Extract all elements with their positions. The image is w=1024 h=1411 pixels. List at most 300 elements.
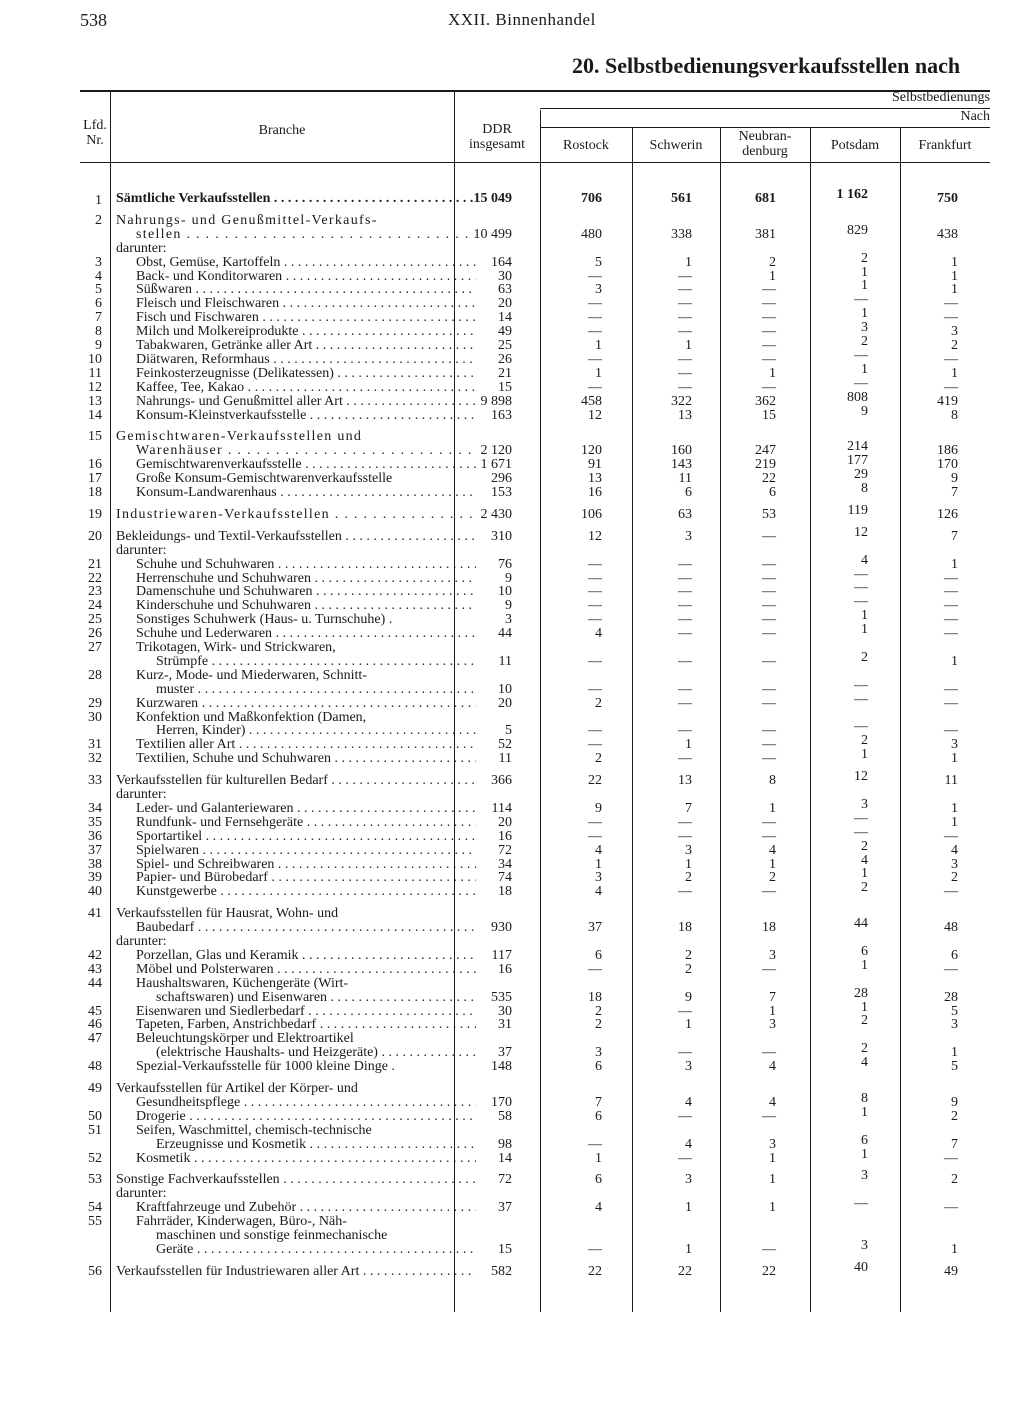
potsdam-value: — bbox=[854, 810, 868, 826]
row-label: Kurz-, Mode- und Miederwaren, Schnitt- bbox=[136, 668, 367, 683]
frankfurt-value: — bbox=[944, 584, 958, 600]
row-label: Verkaufsstellen für kulturellen Bedarf . . . bbox=[116, 774, 476, 788]
neubrandenburg-value: 681 bbox=[755, 191, 776, 206]
schwerin-value: 13 bbox=[678, 407, 692, 423]
schwerin-value: 1 bbox=[685, 338, 692, 353]
potsdam-value: 4 bbox=[861, 552, 868, 568]
ddr-value: 3 bbox=[505, 612, 512, 628]
row-number: 22 bbox=[88, 570, 102, 586]
rostock-value: — bbox=[588, 1136, 602, 1152]
potsdam-value: 9 bbox=[861, 403, 868, 419]
frankfurt-value: 3 bbox=[951, 737, 958, 753]
ddr-value: 153 bbox=[491, 485, 512, 500]
header-subgroup: Nach bbox=[960, 109, 990, 124]
row-label: Milch und Molkereiprodukte . . . bbox=[136, 325, 476, 339]
frankfurt-value: 1 bbox=[951, 751, 958, 767]
header-lfd-nr: Lfd. Nr. bbox=[83, 118, 107, 148]
rostock-value: — bbox=[588, 570, 602, 586]
potsdam-value: 119 bbox=[847, 502, 868, 518]
frankfurt-value: 1 bbox=[951, 653, 958, 669]
potsdam-value: — bbox=[854, 677, 868, 693]
frankfurt-value: 419 bbox=[937, 393, 958, 409]
ddr-value: 26 bbox=[498, 351, 512, 367]
row-number: 15 bbox=[88, 429, 102, 445]
rostock-value: — bbox=[588, 1241, 602, 1257]
potsdam-value: 12 bbox=[854, 769, 868, 785]
row-label: Sonstige Fachverkaufsstellen . . . bbox=[116, 1173, 476, 1187]
neubrandenburg-value: 6 bbox=[769, 485, 776, 500]
ddr-value: 25 bbox=[498, 338, 512, 353]
ddr-value: 170 bbox=[491, 1094, 512, 1110]
potsdam-value: — bbox=[854, 594, 868, 610]
row-number: 5 bbox=[95, 282, 102, 298]
rostock-value: 7 bbox=[595, 1094, 602, 1110]
schwerin-value: — bbox=[678, 296, 692, 312]
row-number: 51 bbox=[88, 1122, 102, 1138]
ddr-value: 1 671 bbox=[480, 457, 512, 473]
schwerin-value: 6 bbox=[685, 485, 692, 500]
schwerin-value: — bbox=[678, 653, 692, 669]
header-branche: Branche bbox=[258, 123, 306, 138]
rostock-value: 706 bbox=[581, 191, 602, 206]
rostock-value: 2 bbox=[595, 695, 602, 711]
neubrandenburg-value: 3 bbox=[769, 947, 776, 963]
header-schwerin: Schwerin bbox=[649, 138, 703, 153]
schwerin-value: — bbox=[678, 268, 692, 284]
rostock-value: 2 bbox=[595, 1003, 602, 1019]
ddr-value: 98 bbox=[498, 1136, 512, 1152]
row-label: Baubedarf . . . bbox=[136, 921, 476, 935]
ddr-value: 163 bbox=[491, 407, 512, 423]
row-number: 16 bbox=[88, 457, 102, 473]
row-number: 14 bbox=[88, 407, 102, 423]
row-label: Spezial-Verkaufsstelle für 1000 kleine Dinge . bbox=[136, 1060, 395, 1075]
potsdam-value: 1 bbox=[861, 361, 868, 377]
ddr-value: 9 898 bbox=[480, 393, 512, 409]
rostock-value: 2 bbox=[595, 1017, 602, 1033]
neubrandenburg-value: — bbox=[762, 379, 776, 395]
potsdam-value: 808 bbox=[847, 389, 868, 405]
ddr-value: 11 bbox=[498, 653, 512, 669]
row-label: Nahrungs- und Genußmittel-Verkaufs- bbox=[116, 213, 378, 228]
rostock-value: 22 bbox=[588, 773, 602, 789]
rostock-value: — bbox=[588, 612, 602, 628]
rostock-value: 6 bbox=[595, 947, 602, 963]
schwerin-value: 1 bbox=[685, 1200, 692, 1216]
potsdam-value: 40 bbox=[854, 1259, 868, 1275]
schwerin-value: 3 bbox=[685, 528, 692, 544]
schwerin-value: 7 bbox=[685, 800, 692, 816]
schwerin-value: 160 bbox=[671, 443, 692, 459]
row-label: Herren, Kinder) . . . bbox=[156, 724, 476, 738]
rostock-value: — bbox=[588, 324, 602, 340]
row-label: Verkaufsstellen für Industriewaren aller Art . . . bbox=[116, 1265, 476, 1279]
schwerin-value: — bbox=[678, 570, 692, 586]
row-label: Tapeten, Farben, Anstrichbedarf . . . bbox=[136, 1018, 476, 1032]
schwerin-value: 3 bbox=[685, 1172, 692, 1188]
ddr-value: 535 bbox=[491, 989, 512, 1005]
ddr-value: 18 bbox=[498, 884, 512, 900]
row-number: 38 bbox=[88, 856, 102, 872]
ddr-value: 20 bbox=[498, 814, 512, 830]
row-label: muster . . . bbox=[156, 683, 476, 697]
neubrandenburg-value: 362 bbox=[755, 393, 776, 409]
frankfurt-value: — bbox=[944, 351, 958, 367]
frankfurt-value: 1 bbox=[951, 1241, 958, 1257]
neubrandenburg-value: 2 bbox=[769, 254, 776, 270]
table-row bbox=[80, 747, 990, 767]
potsdam-value: 214 bbox=[847, 439, 868, 455]
neubrandenburg-value: 18 bbox=[762, 920, 776, 936]
rostock-value: — bbox=[588, 556, 602, 572]
frankfurt-value: 1 bbox=[951, 282, 958, 298]
schwerin-value: 3 bbox=[685, 1059, 692, 1075]
row-number: 19 bbox=[88, 506, 102, 522]
schwerin-value: — bbox=[678, 1108, 692, 1124]
ddr-value: 20 bbox=[498, 695, 512, 711]
neubrandenburg-value: — bbox=[762, 695, 776, 711]
row-label: Fahrräder, Kinderwagen, Büro-, Näh- bbox=[136, 1215, 347, 1230]
neubrandenburg-value: — bbox=[762, 612, 776, 628]
neubrandenburg-value: — bbox=[762, 961, 776, 977]
frankfurt-value: 750 bbox=[937, 191, 958, 206]
row-label: Back- und Konditorwaren . . . bbox=[136, 270, 476, 284]
frankfurt-value: 6 bbox=[951, 947, 958, 963]
rostock-value: 106 bbox=[581, 506, 602, 522]
ddr-value: 72 bbox=[498, 1172, 512, 1188]
potsdam-value: 28 bbox=[854, 985, 868, 1001]
schwerin-value: 1 bbox=[685, 737, 692, 753]
rostock-value: 3 bbox=[595, 870, 602, 886]
potsdam-value: 8 bbox=[861, 481, 868, 496]
potsdam-value: 1 bbox=[861, 622, 868, 638]
rostock-value: 16 bbox=[588, 485, 602, 500]
table-row bbox=[80, 880, 990, 900]
schwerin-value: — bbox=[678, 1045, 692, 1061]
row-number: 50 bbox=[88, 1108, 102, 1124]
row-number: 53 bbox=[88, 1172, 102, 1188]
header-rostock: Rostock bbox=[563, 138, 609, 153]
page-number: 538 bbox=[80, 10, 107, 30]
potsdam-value: 2 bbox=[861, 733, 868, 749]
frankfurt-value: 1 bbox=[951, 365, 958, 381]
neubrandenburg-value: — bbox=[762, 1241, 776, 1257]
frankfurt-value: — bbox=[944, 310, 958, 326]
rostock-value: — bbox=[588, 296, 602, 312]
schwerin-value: — bbox=[678, 1150, 692, 1166]
schwerin-value: — bbox=[678, 351, 692, 367]
frankfurt-value: 5 bbox=[951, 1059, 958, 1075]
ddr-value: 20 bbox=[498, 296, 512, 312]
schwerin-value: — bbox=[678, 626, 692, 642]
schwerin-value: — bbox=[678, 598, 692, 614]
schwerin-value: 2 bbox=[685, 947, 692, 963]
row-number: 20 bbox=[88, 528, 102, 544]
rostock-value: — bbox=[588, 961, 602, 977]
row-label: Herrenschuhe und Schuhwaren . . . bbox=[136, 572, 476, 586]
frankfurt-value: 1 bbox=[951, 254, 958, 270]
row-number: 47 bbox=[88, 1031, 102, 1047]
row-label: Nahrungs- und Genußmittel aller Art . . . bbox=[136, 395, 476, 409]
neubrandenburg-value: — bbox=[762, 1108, 776, 1124]
frankfurt-value: 2 bbox=[951, 870, 958, 886]
row-number: 17 bbox=[88, 471, 102, 487]
neubrandenburg-value: — bbox=[762, 751, 776, 767]
neubrandenburg-value: 7 bbox=[769, 989, 776, 1005]
potsdam-value: 829 bbox=[847, 222, 868, 238]
table-row bbox=[80, 957, 990, 977]
ddr-value: 296 bbox=[491, 471, 512, 487]
neubrandenburg-value: — bbox=[762, 351, 776, 367]
ddr-value: 2 430 bbox=[480, 506, 512, 522]
schwerin-value: 22 bbox=[678, 1263, 692, 1279]
row-label: (elektrische Haushalts- und Heizgeräte) . . . bbox=[156, 1046, 476, 1060]
potsdam-value: 12 bbox=[854, 524, 868, 540]
frankfurt-value: 28 bbox=[944, 989, 958, 1005]
row-label: Papier- und Bürobedarf . . . bbox=[136, 871, 476, 885]
rostock-value: 37 bbox=[588, 920, 602, 936]
row-number: 4 bbox=[95, 268, 102, 284]
frankfurt-value: 2 bbox=[951, 338, 958, 353]
row-number: 3 bbox=[95, 254, 102, 270]
neubrandenburg-value: — bbox=[762, 1045, 776, 1061]
frankfurt-value: — bbox=[944, 612, 958, 628]
neubrandenburg-value: 2 bbox=[769, 870, 776, 886]
neubrandenburg-value: 3 bbox=[769, 1136, 776, 1152]
row-number: 48 bbox=[88, 1059, 102, 1075]
row-label: Verkaufsstellen für Artikel der Körper- und bbox=[116, 1082, 358, 1096]
ddr-value: 11 bbox=[498, 751, 512, 767]
header-potsdam: Potsdam bbox=[830, 138, 880, 153]
frankfurt-value: 3 bbox=[951, 1017, 958, 1033]
ddr-value: 30 bbox=[498, 268, 512, 284]
row-label: Kosmetik . . . bbox=[136, 1152, 476, 1166]
neubrandenburg-value: 1 bbox=[769, 365, 776, 381]
table-row bbox=[80, 769, 990, 789]
rostock-value: 91 bbox=[588, 457, 602, 473]
frankfurt-value: — bbox=[944, 1200, 958, 1216]
rostock-value: 4 bbox=[595, 884, 602, 900]
frankfurt-value: 48 bbox=[944, 920, 958, 936]
ddr-value: 63 bbox=[498, 282, 512, 298]
row-label: Drogerie . . . bbox=[136, 1110, 476, 1124]
potsdam-value: 177 bbox=[847, 453, 868, 469]
frankfurt-value: — bbox=[944, 1150, 958, 1166]
frankfurt-value: — bbox=[944, 598, 958, 614]
rostock-value: 6 bbox=[595, 1108, 602, 1124]
rostock-value: 4 bbox=[595, 1200, 602, 1216]
potsdam-value: — bbox=[854, 292, 868, 308]
potsdam-value: — bbox=[854, 580, 868, 596]
table-row bbox=[80, 691, 990, 711]
potsdam-value: 1 bbox=[861, 957, 868, 973]
ddr-value: 37 bbox=[498, 1045, 512, 1061]
frankfurt-value: — bbox=[944, 961, 958, 977]
rostock-value: 480 bbox=[581, 226, 602, 242]
header-group: Selbstbedienungs bbox=[892, 90, 990, 105]
rostock-value: — bbox=[588, 681, 602, 697]
schwerin-value: — bbox=[678, 814, 692, 830]
table-row bbox=[80, 187, 990, 208]
row-number: 33 bbox=[88, 773, 102, 789]
row-label: Erzeugnisse und Kosmetik . . . bbox=[156, 1138, 476, 1152]
table-row bbox=[80, 1055, 990, 1075]
row-label: Textilien aller Art . . . bbox=[136, 738, 476, 752]
ddr-value: 14 bbox=[498, 310, 512, 326]
row-number: 12 bbox=[88, 379, 102, 395]
neubrandenburg-value: — bbox=[762, 282, 776, 298]
potsdam-value: — bbox=[854, 375, 868, 391]
ddr-value: 31 bbox=[498, 1017, 512, 1033]
ddr-value: 58 bbox=[498, 1108, 512, 1124]
schwerin-value: — bbox=[678, 828, 692, 844]
row-label: Obst, Gemüse, Kartoffeln . . . bbox=[136, 256, 476, 270]
schwerin-value: 1 bbox=[685, 1241, 692, 1257]
frankfurt-value: 9 bbox=[951, 471, 958, 487]
rostock-value: 9 bbox=[595, 800, 602, 816]
rostock-value: 6 bbox=[595, 1172, 602, 1188]
rostock-value: 1 bbox=[595, 365, 602, 381]
schwerin-value: — bbox=[678, 282, 692, 298]
frankfurt-value: 1 bbox=[951, 268, 958, 284]
schwerin-value: 322 bbox=[671, 393, 692, 409]
ddr-value: 5 bbox=[505, 723, 512, 739]
potsdam-value: 1 bbox=[861, 747, 868, 763]
ddr-value: 16 bbox=[498, 828, 512, 844]
row-label: Rundfunk- und Fernsehgeräte . . . bbox=[136, 816, 476, 830]
row-number: 45 bbox=[88, 1003, 102, 1019]
rostock-value: 3 bbox=[595, 282, 602, 298]
frankfurt-value: 438 bbox=[937, 226, 958, 242]
rostock-value: 2 bbox=[595, 751, 602, 767]
ddr-value: 15 bbox=[498, 379, 512, 395]
frankfurt-value: 7 bbox=[951, 485, 958, 500]
schwerin-value: 338 bbox=[671, 226, 692, 242]
table-row bbox=[80, 1013, 990, 1033]
frankfurt-value: 1 bbox=[951, 814, 958, 830]
rostock-value: — bbox=[588, 584, 602, 600]
schwerin-value: 13 bbox=[678, 773, 692, 789]
potsdam-value: 3 bbox=[861, 1168, 868, 1184]
frankfurt-value: — bbox=[944, 695, 958, 711]
rostock-value: 4 bbox=[595, 626, 602, 642]
row-label: Industriewaren-Verkaufsstellen . . . bbox=[116, 508, 476, 522]
neubrandenburg-value: 4 bbox=[769, 1094, 776, 1110]
ddr-value: 10 bbox=[498, 681, 512, 697]
table-row bbox=[80, 1215, 990, 1257]
ddr-value: 74 bbox=[498, 870, 512, 886]
row-label: Konsum-Landwarenhaus . . . bbox=[136, 486, 476, 500]
potsdam-value: 2 bbox=[861, 838, 868, 854]
ddr-value: 10 bbox=[498, 584, 512, 600]
neubrandenburg-value: — bbox=[762, 584, 776, 600]
schwerin-value: 2 bbox=[685, 870, 692, 886]
neubrandenburg-value: — bbox=[762, 653, 776, 669]
frankfurt-value: — bbox=[944, 884, 958, 900]
neubrandenburg-value: — bbox=[762, 681, 776, 697]
potsdam-value: 2 bbox=[861, 1013, 868, 1029]
potsdam-value: 2 bbox=[861, 1041, 868, 1057]
ddr-value: 148 bbox=[491, 1059, 512, 1075]
row-number: 28 bbox=[88, 667, 102, 683]
rostock-value: — bbox=[588, 814, 602, 830]
rostock-value: 1 bbox=[595, 1150, 602, 1166]
row-number: 42 bbox=[88, 947, 102, 963]
neubrandenburg-value: 22 bbox=[762, 471, 776, 487]
schwerin-value: 3 bbox=[685, 842, 692, 858]
rostock-value: 13 bbox=[588, 471, 602, 487]
potsdam-value: 1 bbox=[861, 999, 868, 1015]
neubrandenburg-value: 1 bbox=[769, 1200, 776, 1216]
row-label: Süßwaren . . . bbox=[136, 283, 476, 297]
header-bottom-rule bbox=[80, 162, 990, 163]
neubrandenburg-value: 15 bbox=[762, 407, 776, 423]
frankfurt-value: 5 bbox=[951, 1003, 958, 1019]
row-label: Strümpfe . . . bbox=[156, 655, 476, 669]
row-number: 26 bbox=[88, 626, 102, 642]
frankfurt-value: — bbox=[944, 681, 958, 697]
neubrandenburg-value: 53 bbox=[762, 506, 776, 522]
row-number: 43 bbox=[88, 961, 102, 977]
rostock-value: — bbox=[588, 598, 602, 614]
frankfurt-value: 2 bbox=[951, 1172, 958, 1188]
row-label: Fleisch und Fleischwaren . . . bbox=[136, 297, 476, 311]
row-number: 56 bbox=[88, 1263, 102, 1279]
frankfurt-value: 7 bbox=[951, 1136, 958, 1152]
table-row bbox=[80, 214, 990, 242]
neubrandenburg-value: — bbox=[762, 570, 776, 586]
schwerin-value: — bbox=[678, 681, 692, 697]
running-head: XXII. Binnenhandel bbox=[448, 10, 596, 29]
potsdam-value: 6 bbox=[861, 943, 868, 959]
frankfurt-value: 186 bbox=[937, 443, 958, 459]
neubrandenburg-value: — bbox=[762, 528, 776, 544]
table-title: 20. Selbstbedienungsverkaufsstellen nach bbox=[572, 53, 961, 78]
potsdam-value: 1 bbox=[861, 306, 868, 322]
schwerin-value: — bbox=[678, 695, 692, 711]
frankfurt-value: 4 bbox=[951, 842, 958, 858]
potsdam-value: 1 bbox=[861, 866, 868, 882]
ddr-value: 34 bbox=[498, 856, 512, 872]
row-label: darunter: bbox=[116, 935, 167, 949]
rostock-value: — bbox=[588, 828, 602, 844]
frankfurt-value: 1 bbox=[951, 800, 958, 816]
row-label: Eisenwaren und Siedlerbedarf . . . bbox=[136, 1005, 476, 1019]
ddr-value: 582 bbox=[491, 1263, 512, 1279]
row-number: 10 bbox=[88, 351, 102, 367]
frankfurt-value: — bbox=[944, 828, 958, 844]
potsdam-value: 1 bbox=[861, 1146, 868, 1162]
potsdam-value: 44 bbox=[854, 916, 868, 932]
row-label: Gemischtwaren-Verkaufsstellen und bbox=[116, 430, 363, 445]
frankfurt-value: — bbox=[944, 570, 958, 586]
ddr-value: 114 bbox=[491, 800, 512, 816]
rostock-value: — bbox=[588, 653, 602, 669]
neubrandenburg-value: — bbox=[762, 814, 776, 830]
row-number: 23 bbox=[88, 584, 102, 600]
schwerin-value: 1 bbox=[685, 254, 692, 270]
ddr-value: 366 bbox=[491, 773, 512, 789]
ddr-value: 10 499 bbox=[473, 226, 512, 242]
row-label: Diätwaren, Reformhaus . . . bbox=[136, 353, 476, 367]
frankfurt-value: — bbox=[944, 723, 958, 739]
row-number: 54 bbox=[88, 1200, 102, 1216]
potsdam-value: 2 bbox=[861, 649, 868, 665]
ddr-value: 310 bbox=[491, 528, 512, 544]
potsdam-value: — bbox=[854, 824, 868, 840]
frankfurt-value: 3 bbox=[951, 324, 958, 340]
row-label: Haushaltswaren, Küchengeräte (Wirt- bbox=[136, 976, 349, 991]
